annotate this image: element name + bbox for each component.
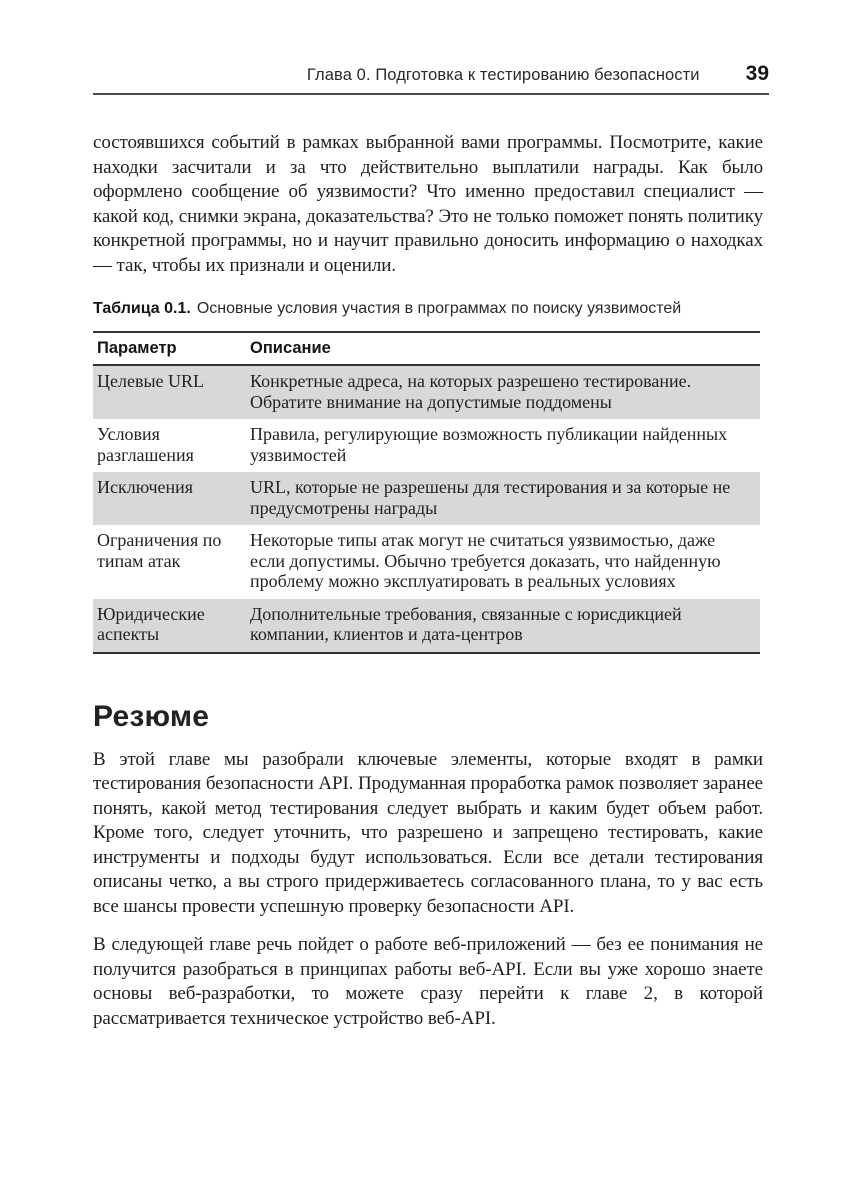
param-cell: Ограничения по типам атак (97, 530, 222, 571)
summary-heading: Резюме (93, 699, 210, 733)
intro-paragraph: состоявшихся событий в рамках выбранной вами программы. Посмотрите, какие находки засчитали и за что действительно выплатили награды. Как было оформлено сообщение об уязвимости? Что именно предоставил специалист — какой код, снимки экрана, доказательства? Это не только поможет понять политику конкретной программы, но и научит правильно доносить информацию о находках — так, чтобы их признали и оценили. (93, 132, 763, 276)
desc-cell: Правила, регулирующие возможность публикации найденных уязвимостей (250, 424, 728, 465)
running-head: Глава 0. Подготовка к тестированию безопасности (306, 66, 700, 84)
conditions-table (93, 331, 760, 654)
table-row (93, 419, 760, 472)
desc-cell: URL, которые не разрешены для тестирования и за которые не предусмотрены награды (250, 477, 731, 518)
page-header (93, 0, 769, 95)
param-cell: Условия разглашения (97, 424, 194, 465)
summary-paragraph: В этой главе мы разобрали ключевые элементы, которые входят в рамки тестирования безопасности API. Продуманная проработка рамок позволяет заранее понять, какой метод тестирования следует выбрать и каким будет объем работ. Кроме того, следует уточнить, что разрешено и запрещено тестировать, какие инструменты и подходы будут использоваться. Если все детали тестирования описаны четко, а вы строго придерживаетесь согласованного плана, то у вас есть все шансы провести успешную проверку безопасности API. (93, 748, 763, 917)
table-caption (93, 298, 763, 319)
table-header-row (93, 332, 760, 365)
desc-cell: Некоторые типы атак могут не считаться уязвимостью, даже если допустимы. Обычно требуется доказать, что найденную проблему можно эксплуатировать в реальных условиях (250, 530, 721, 591)
table-row (93, 525, 760, 599)
table-body (93, 365, 760, 653)
column-header-param: Параметр (97, 339, 177, 357)
table-caption-label: Таблица 0.1. (93, 300, 191, 317)
summary-paragraph: В следующей главе речь пойдет о работе веб-приложений — без ее понимания не получится разобраться в принципах работы веб-API. Если вы уже хорошо знаете основы веб-разработки, то можете сразу перейти к главе 2, в которой рассматривается техническое устройство веб-API. (93, 934, 763, 1029)
table-row (93, 599, 760, 653)
param-cell: Юридические аспекты (97, 603, 205, 644)
page-number: 39 (745, 62, 769, 85)
table-row (93, 365, 760, 419)
table-caption-text: Основные условия участия в программах по поиску уязвимостей (196, 300, 682, 317)
table-head (93, 332, 760, 365)
desc-cell: Дополнительные требования, связанные с юрисдикцией компании, клиентов и дата-центров (250, 603, 682, 644)
desc-cell: Конкретные адреса, на которых разрешено тестирование. Обратите внимание на допустимые поддомены (250, 371, 692, 412)
param-cell: Целевые URL (97, 371, 205, 391)
column-header-desc: Описание (250, 339, 331, 357)
page-content (93, 131, 763, 1031)
param-cell: Исключения (97, 477, 194, 497)
table-row (93, 472, 760, 525)
